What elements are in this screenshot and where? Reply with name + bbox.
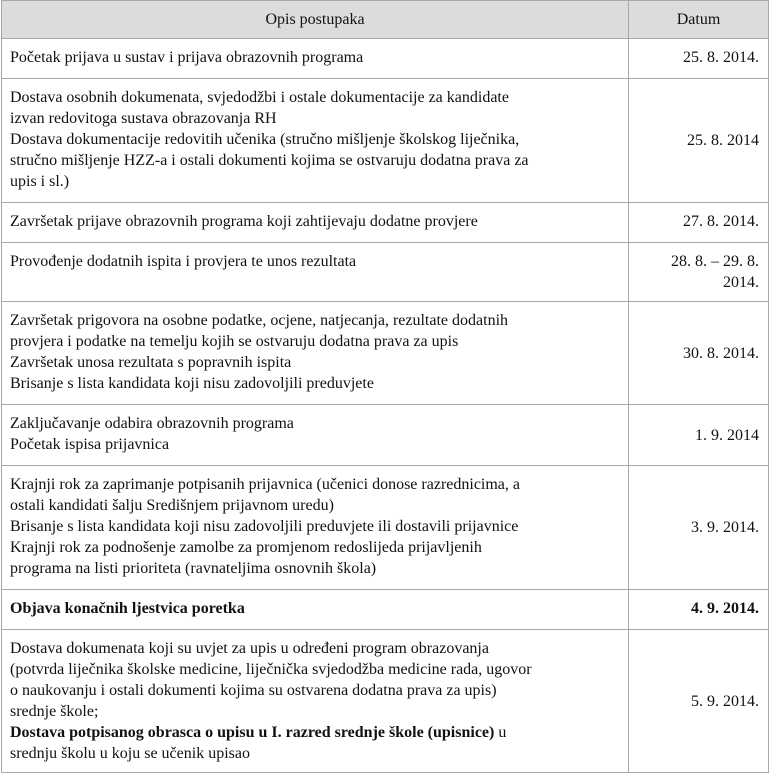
description-line: izvan redovitoga sustava obrazovanja RH: [10, 110, 277, 127]
row-description: [2, 243, 629, 302]
description-line: Brisanje s lista kandidata koji nisu zadovoljili preduvjete ili dostavili prijavnice: [10, 518, 519, 535]
row-date: 30. 8. 2014.: [629, 302, 769, 405]
description-line: Krajnji rok za zaprimanje potpisanih prijavnica (učenici donose razrednicima, a: [10, 476, 521, 493]
row-date: [629, 243, 769, 302]
row-description: [2, 630, 629, 773]
description-line: Početak prijava u sustav i prijava obrazovnih programa: [10, 49, 364, 66]
table-row: [2, 203, 769, 243]
row-description: [2, 466, 629, 590]
description-line: Početak ispisa prijavnica: [10, 436, 170, 453]
description-line: Krajnji rok za podnošenje zamolbe za promjenom redoslijeda prijavljenih: [10, 539, 482, 556]
table-row: [2, 243, 769, 302]
date-line: 28. 8. – 29. 8.: [671, 253, 759, 270]
description-line: stručno mišljenje HZZ-a i ostali dokumenti kojima se ostvaruju dodatna prava za: [10, 152, 529, 169]
bold-phrase: Dostava potpisanog obrasca o upisu u I. razred srednje škole (upisnice): [10, 724, 495, 741]
row-description: [2, 405, 629, 466]
row-description: [2, 203, 629, 243]
table-row: [2, 590, 769, 630]
table-row: [2, 405, 769, 466]
row-description: [2, 590, 629, 630]
row-date: 1. 9. 2014: [629, 405, 769, 466]
table-row: [2, 630, 769, 773]
row-date: 25. 8. 2014: [629, 79, 769, 203]
description-line: srednju školu u koju se učenik upisao: [10, 745, 250, 762]
description-line: Završetak unosa rezultata s popravnih ispita: [10, 354, 292, 371]
row-date: 25. 8. 2014.: [629, 39, 769, 79]
description-line: Dostava osobnih dokumenata, svjedodžbi i ostale dokumentacije za kandidate: [10, 89, 509, 106]
table-row: [2, 302, 769, 405]
description-line: Dostava dokumentacije redovitih učenika (stručno mišljenje školskog liječnika,: [10, 131, 520, 148]
table-row: [2, 466, 769, 590]
row-date: 27. 8. 2014.: [629, 203, 769, 243]
tail-text: u: [494, 724, 507, 741]
table-row: [2, 79, 769, 203]
description-line: Brisanje s lista kandidata koji nisu zadovoljili preduvjete: [10, 375, 374, 392]
row-description: [2, 39, 629, 79]
row-date: 5. 9. 2014.: [629, 630, 769, 773]
row-description: [2, 302, 629, 405]
header-description: Opis postupaka: [2, 1, 629, 39]
table-row: [2, 39, 769, 79]
header-row: [2, 1, 769, 39]
description-line: Objava konačnih ljestvica poretka: [10, 600, 245, 617]
description-line: Provođenje dodatnih ispita i provjera te unos rezultata: [10, 253, 357, 270]
date-line: 2014.: [723, 274, 759, 291]
description-line: ostali kandidati šalju Središnjem prijavnom uredu): [10, 497, 334, 514]
row-description: [2, 79, 629, 203]
description-line-mixed: [10, 722, 620, 743]
description-line: (potvrda liječnika školske medicine, liječnička svjedodžba medicine rada, ugovor: [10, 661, 532, 678]
description-line: Zaključavanje odabira obrazovnih programa: [10, 415, 294, 432]
header-date: Datum: [629, 1, 769, 39]
schedule-table: [1, 0, 769, 773]
row-date: 4. 9. 2014.: [629, 590, 769, 630]
description-line: Završetak prigovora na osobne podatke, ocjene, natjecanja, rezultate dodatnih: [10, 312, 509, 329]
description-line: provjera i podatke na temelju kojih se ostvaruju dodatna prava za upis: [10, 333, 459, 350]
row-date: 3. 9. 2014.: [629, 466, 769, 590]
description-line: programa na listi prioriteta (ravnateljima osnovnih škola): [10, 560, 377, 577]
description-line: Završetak prijave obrazovnih programa koji zahtijevaju dodatne provjere: [10, 213, 478, 230]
description-line: o naukovanju i ostali dokumenti kojima su ostvarena dodatna prava za upis): [10, 682, 497, 699]
description-line: srednje škole;: [10, 703, 99, 720]
description-line: upis i sl.): [10, 173, 70, 190]
description-line: Dostava dokumenata koji su uvjet za upis u određeni program obrazovanja: [10, 640, 489, 657]
